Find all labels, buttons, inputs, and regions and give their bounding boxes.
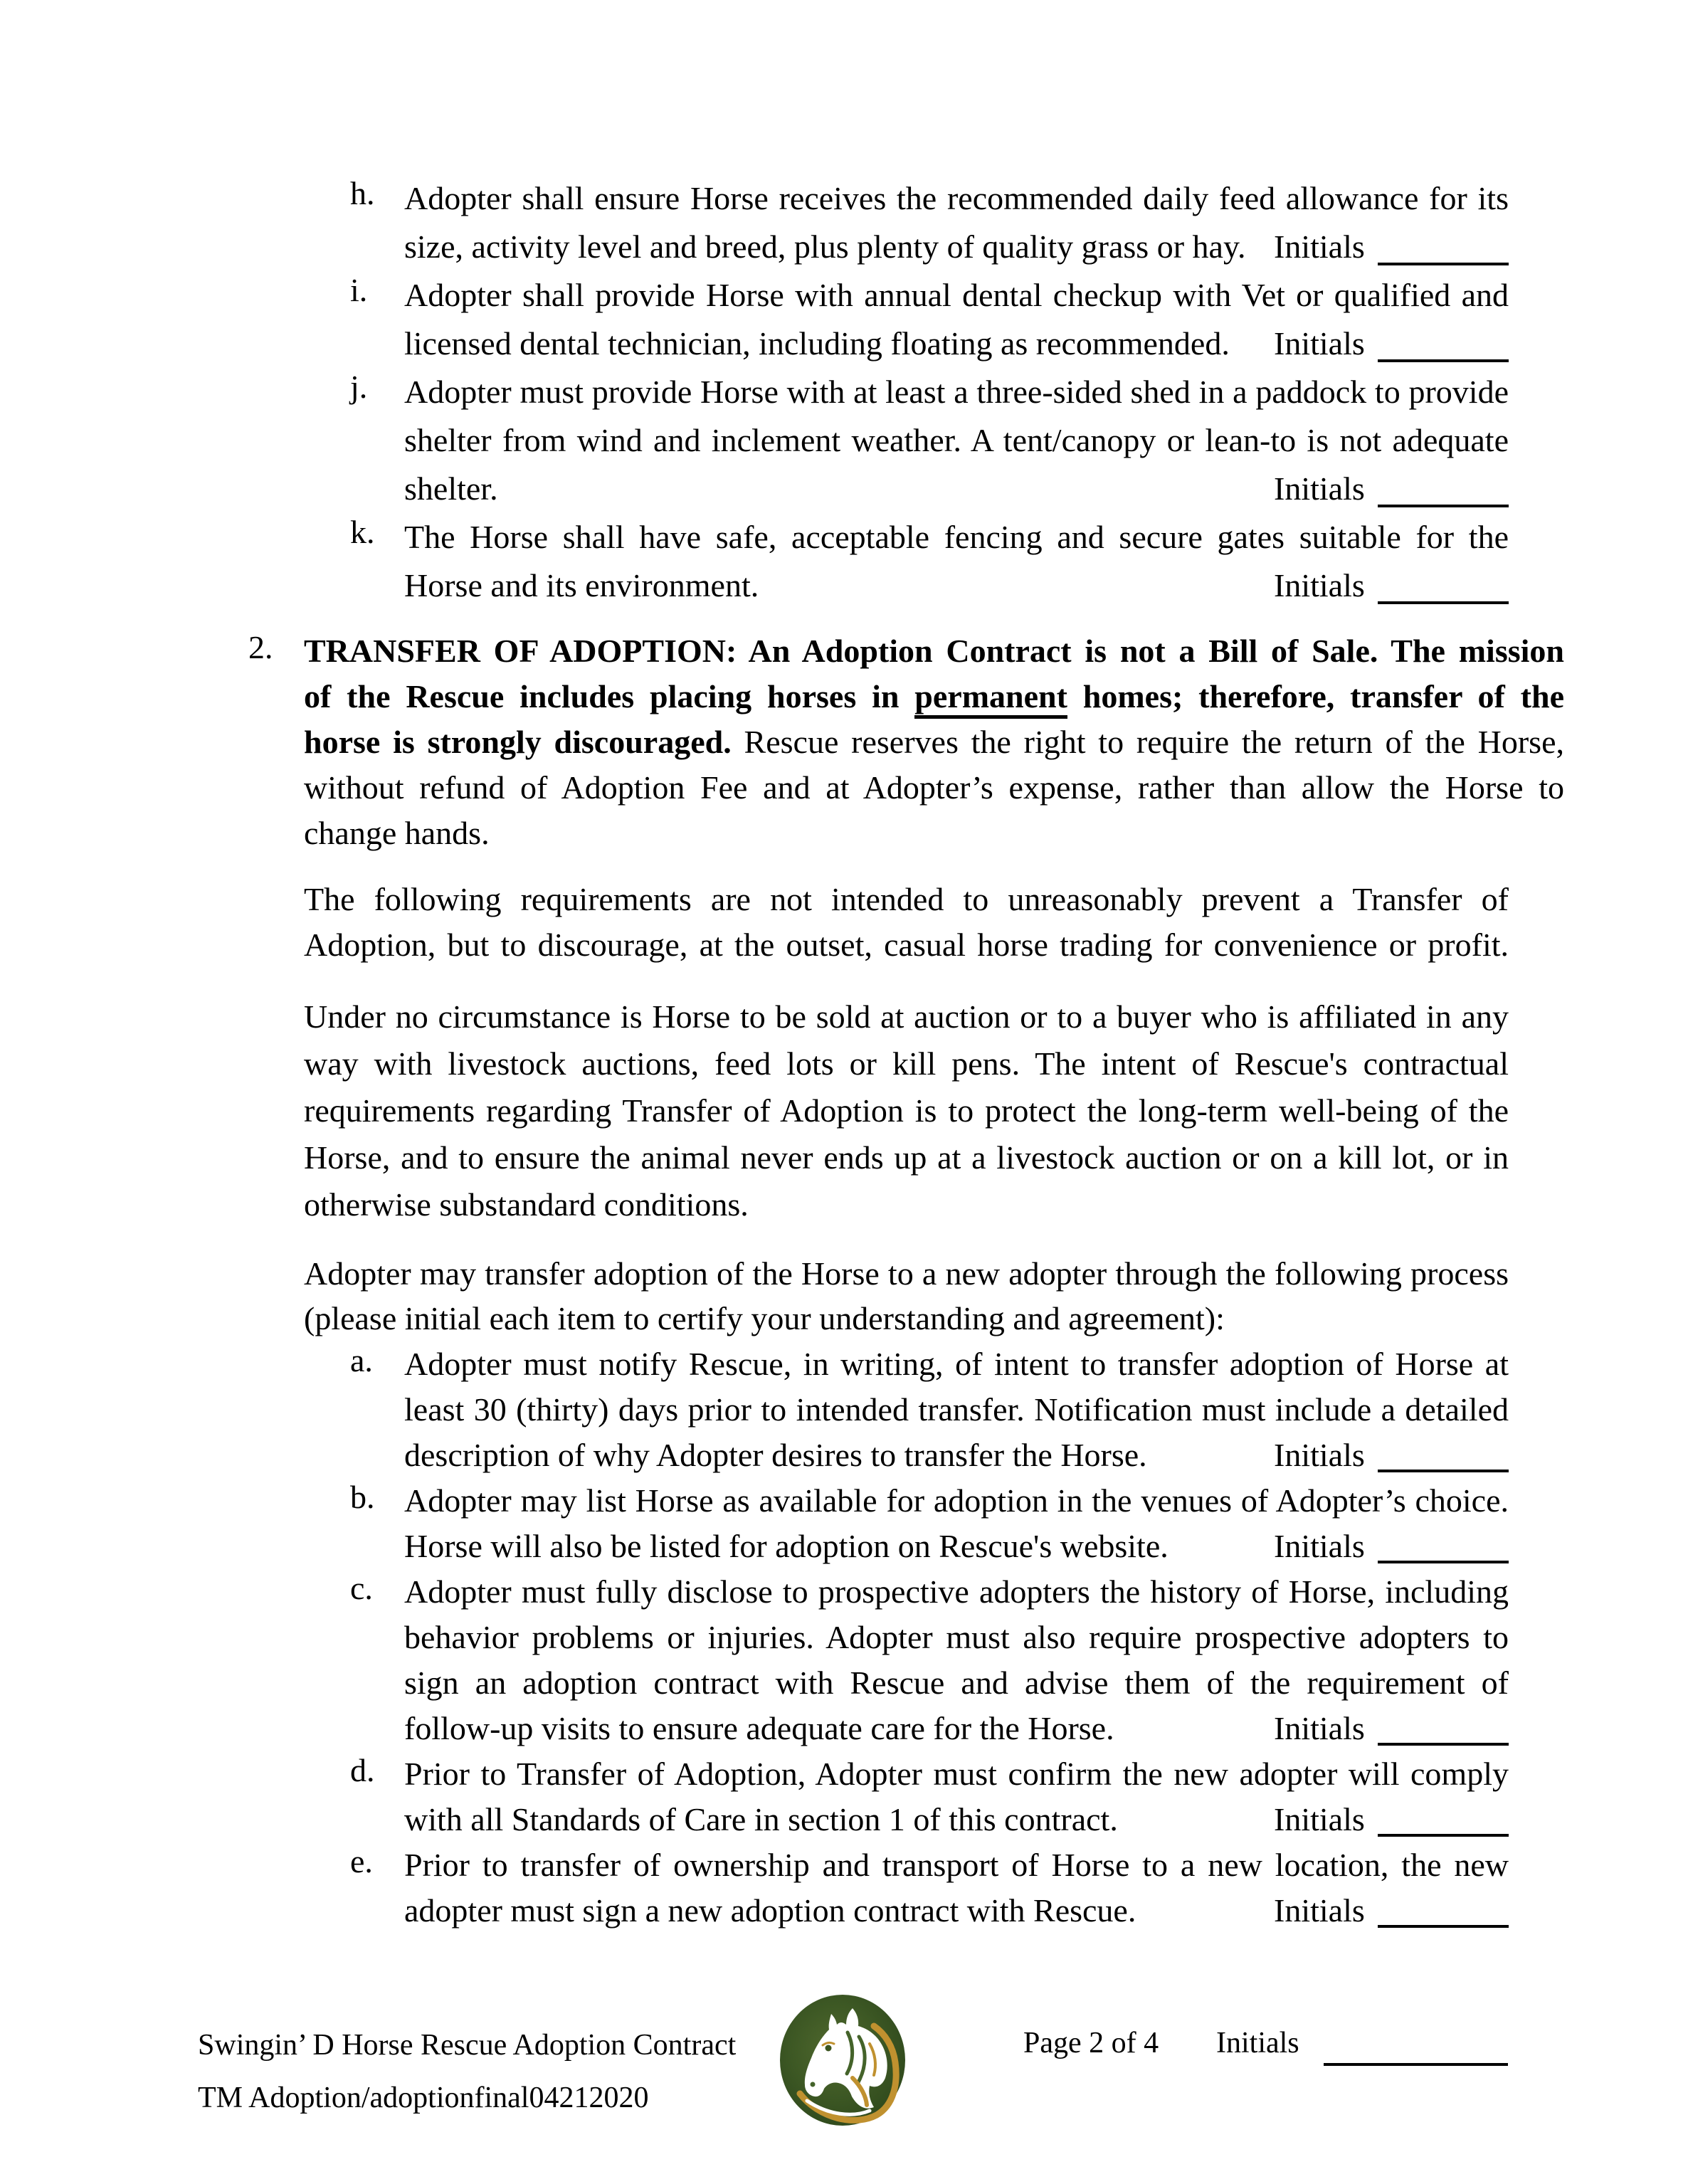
text-line: size, activity level and breed, plus plenty of quality grass or hay. (404, 228, 1246, 265)
text-line: Adopter must provide Horse with at least a three-sided shed in a paddock to provide (404, 374, 1509, 410)
text-line: Prior to Transfer of Adoption, Adopter must confirm the new adopter will comply (404, 1756, 1509, 1792)
footer-initials-label: Initials (1216, 2027, 1299, 2059)
initials-label: Initials (1274, 567, 1365, 603)
initials-label: Initials (1274, 1437, 1365, 1473)
text-line: Adopter may list Horse as available for adoption in the venues of Adopter’s choice. (404, 1482, 1509, 1519)
text-line-with-initials (404, 465, 1509, 513)
list-item-e (350, 1842, 1509, 1934)
text-line: Under no circumstance is Horse to be sold at auction or to a buyer who is affiliated in any (304, 998, 1509, 1035)
list-marker: d. (350, 1752, 375, 1788)
text-line: licensed dental technician, including floating as recommended. (404, 325, 1230, 362)
list-marker: c. (350, 1570, 373, 1606)
section-heading-line: TRANSFER OF ADOPTION: An Adoption Contract is not a Bill of Sale. The mission (304, 633, 1564, 669)
heading-text: homes; therefore, transfer of the (1067, 678, 1564, 714)
paragraph-auction (304, 993, 1509, 1228)
initials-blank-line (1378, 1561, 1509, 1563)
list-item-i (350, 271, 1509, 368)
initials-label: Initials (1274, 1528, 1365, 1564)
text-line: sign an adoption contract with Rescue and advise them of the requirement of (404, 1665, 1509, 1701)
text-line: Horse, and to ensure the animal never ends up at a livestock auction or on a kill lot, or in (304, 1139, 1509, 1176)
initials-blank-line (1378, 359, 1509, 362)
text-line: without refund of Adoption Fee and at Adopter’s expense, rather than allow the Horse to (304, 769, 1564, 806)
list-marker: k. (350, 514, 375, 550)
text-line: requirements regarding Transfer of Adoption is to protect the long-term well-being of the (304, 1092, 1509, 1129)
standards-of-care-list (350, 174, 1509, 610)
horse-head-logo (779, 1994, 907, 2127)
text-line: behavior problems or injuries. Adopter must also require prospective adopters to (404, 1619, 1509, 1655)
text-line-with-initials (404, 223, 1509, 271)
list-marker: a. (350, 1342, 373, 1378)
text-line-with-initials (404, 1706, 1509, 1751)
text-line: change hands. (304, 815, 490, 851)
text-line: otherwise substandard conditions. (304, 1186, 749, 1223)
text-line: shelter. (404, 470, 498, 507)
text-line: Prior to transfer of ownership and transport of Horse to a new location, the new (404, 1847, 1509, 1883)
paragraph-requirements (304, 877, 1509, 968)
text-line: Adopter may transfer adoption of the Horse to a new adopter through the following process (304, 1255, 1509, 1292)
initials-blank-line (1378, 601, 1509, 604)
text-line: Adopter must notify Rescue, in writing, of intent to transfer adoption of Horse at (404, 1346, 1509, 1382)
list-item-d (350, 1751, 1509, 1842)
heading-text: of the Rescue includes placing horses in (304, 678, 915, 714)
text-line: description of why Adopter desires to transfer the Horse. (404, 1437, 1147, 1473)
list-marker: i. (350, 272, 368, 308)
footer-title: Swingin’ D Horse Rescue Adoption Contract (198, 2029, 737, 2062)
footer-initials-blank-line (1324, 2023, 1508, 2066)
heading-text-bold: horse is strongly discouraged. (304, 724, 732, 760)
text-line-with-initials (404, 1888, 1509, 1934)
list-marker: e. (350, 1843, 373, 1879)
text-line: Adopter shall ensure Horse receives the recommended daily feed allowance for its (404, 180, 1509, 216)
section-number: 2. (248, 629, 273, 665)
list-item-c (350, 1569, 1509, 1751)
paragraph-process (304, 1251, 1509, 1341)
text-line: shelter from wind and inclement weather. A tent/canopy or lean-to is not adequate (404, 422, 1509, 458)
list-item-k (350, 513, 1509, 610)
text-line: least 30 (thirty) days prior to intended transfer. Notification must include a detailed (404, 1391, 1509, 1428)
text-line: (please initial each item to certify your understanding and agreement): (304, 1300, 1225, 1336)
list-marker: j. (350, 369, 368, 405)
list-item-b (350, 1478, 1509, 1569)
text-line-with-initials (404, 1433, 1509, 1478)
text-line: Adopter must fully disclose to prospective adopters the history of Horse, including (404, 1573, 1509, 1610)
section-transfer-of-adoption (248, 628, 1564, 856)
initials-label: Initials (1274, 470, 1365, 507)
text-line: adopter must sign a new adoption contract with Rescue. (404, 1892, 1136, 1929)
footer-file-reference: TM Adoption/adoptionfinal04212020 (198, 2082, 649, 2114)
text-line: The following requirements are not intended to unreasonably prevent a Transfer of (304, 881, 1509, 917)
text-line: way with livestock auctions, feed lots or kill pens. The intent of Rescue's contractual (304, 1045, 1509, 1082)
text-line: follow-up visits to ensure adequate care for the Horse. (404, 1710, 1114, 1746)
list-item-a (350, 1341, 1509, 1478)
text-line: Adopter shall provide Horse with annual dental checkup with Vet or qualified and (404, 277, 1509, 313)
initials-label: Initials (1274, 228, 1365, 265)
list-marker: h. (350, 175, 375, 211)
footer-document-id (198, 2019, 736, 2124)
initials-blank-line (1378, 1925, 1509, 1928)
body-text: Rescue reserves the right to require the return of the Horse, (731, 724, 1564, 760)
list-marker: b. (350, 1479, 375, 1515)
initials-label: Initials (1274, 1801, 1365, 1837)
initials-blank-line (1378, 263, 1509, 265)
text-line: Horse and its environment. (404, 567, 759, 603)
text-line: The Horse shall have safe, acceptable fencing and secure gates suitable for the (404, 519, 1509, 555)
initials-blank-line (1378, 1743, 1509, 1746)
text-line-with-initials (404, 320, 1509, 368)
initials-label: Initials (1274, 325, 1365, 362)
page-number: Page 2 of 4 (1023, 2027, 1159, 2059)
underlined-word: permanent (914, 678, 1067, 719)
initials-blank-line (1378, 1470, 1509, 1472)
initials-blank-line (1378, 1834, 1509, 1837)
section-heading-line (304, 719, 1564, 765)
text-line: Adoption, but to discourage, at the outset, casual horse trading for convenience or profit. (304, 927, 1509, 963)
text-line-with-initials (404, 561, 1509, 610)
initials-label: Initials (1274, 1710, 1365, 1746)
text-line-with-initials (404, 1524, 1509, 1569)
transfer-process-list (350, 1341, 1509, 1934)
initials-label: Initials (1274, 1892, 1365, 1929)
text-line: with all Standards of Care in section 1 of this contract. (404, 1801, 1118, 1837)
initials-blank-line (1378, 505, 1509, 507)
section-heading-line (304, 674, 1564, 719)
text-line-with-initials (404, 1797, 1509, 1842)
list-item-j (350, 368, 1509, 513)
list-item-h (350, 174, 1509, 271)
text-line: Horse will also be listed for adoption on Rescue's website. (404, 1528, 1169, 1564)
